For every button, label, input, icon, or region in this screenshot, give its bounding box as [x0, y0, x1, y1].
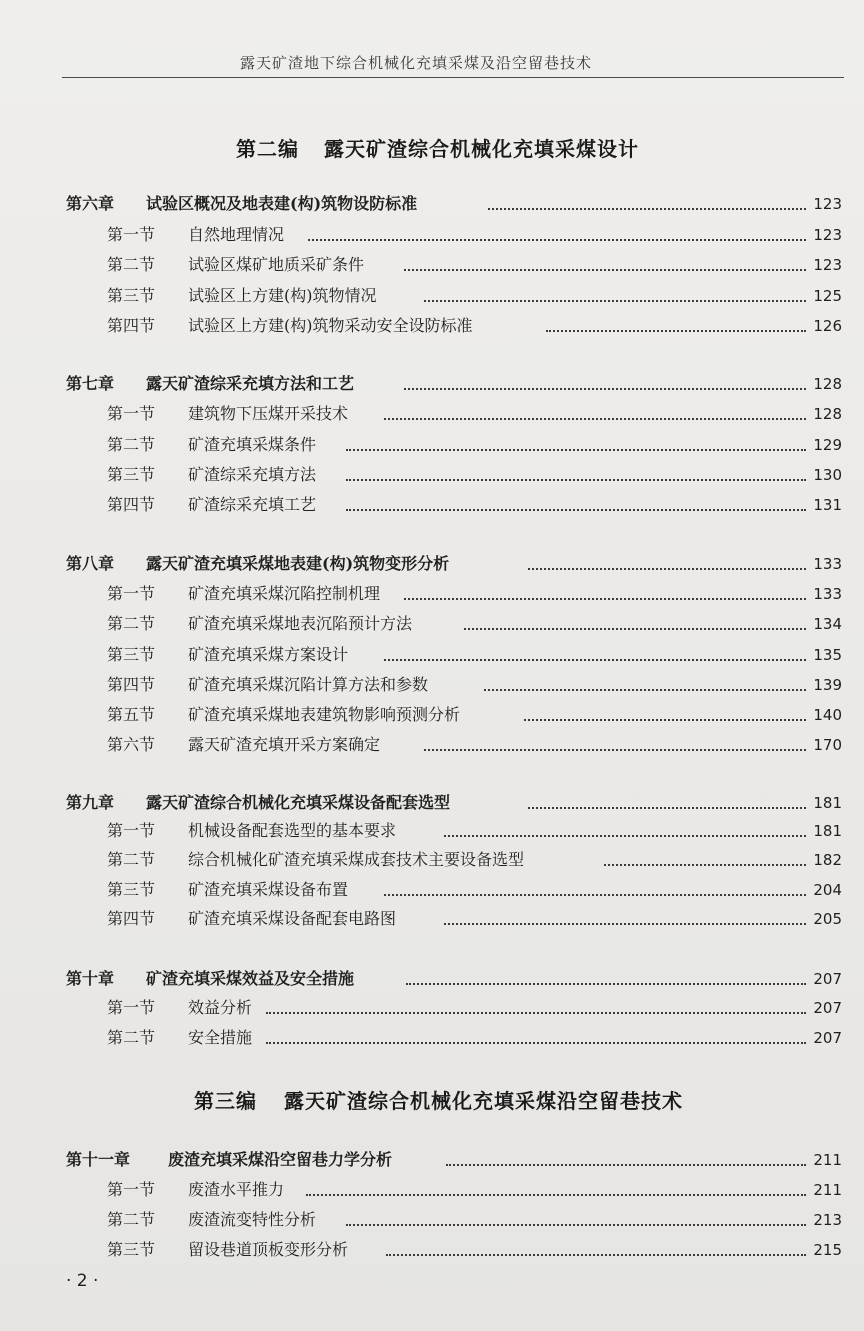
chapter-title: 露天矿渣综采充填方法和工艺	[146, 374, 355, 393]
section-number: 第四节	[107, 495, 156, 514]
dot-leader	[384, 894, 806, 896]
page-number: 128	[813, 405, 842, 423]
page-number: 133	[813, 585, 842, 603]
chapter-number: 第八章	[66, 554, 115, 573]
toc-section[interactable]	[0, 817, 864, 845]
toc-section[interactable]	[0, 1236, 864, 1264]
dot-leader	[384, 418, 806, 420]
section-title: 矿渣综采充填方法	[188, 465, 317, 484]
section-title: 矿渣充填采煤设备布置	[188, 880, 349, 899]
toc-chapter[interactable]	[0, 1146, 864, 1174]
section-number: 第三节	[107, 465, 156, 484]
section-number: 第三节	[107, 286, 156, 305]
section-title: 矿渣充填采煤沉陷控制机理	[188, 584, 381, 603]
page-number: 139	[813, 676, 842, 694]
chapter-title: 废渣充填采煤沿空留巷力学分析	[168, 1150, 393, 1169]
section-title: 露天矿渣充填开采方案确定	[188, 735, 381, 754]
part-name: 露天矿渣综合机械化充填采煤设计	[324, 137, 639, 161]
page-number: 131	[813, 496, 842, 514]
page-number: 211	[813, 1151, 842, 1169]
section-title: 留设巷道顶板变形分析	[188, 1240, 349, 1259]
section-title: 自然地理情况	[188, 225, 285, 244]
toc-section[interactable]	[0, 580, 864, 608]
section-number: 第三节	[107, 1240, 156, 1259]
page-number: 207	[813, 1029, 842, 1047]
toc-section[interactable]	[0, 994, 864, 1022]
part-title-3	[0, 1085, 864, 1113]
section-number: 第三节	[107, 645, 156, 664]
page-number: 215	[813, 1241, 842, 1259]
part-title-2	[0, 133, 864, 161]
dot-leader	[266, 1042, 806, 1044]
dot-leader	[464, 628, 806, 630]
toc-section[interactable]	[0, 491, 864, 519]
page-number: 129	[813, 436, 842, 454]
toc-section[interactable]	[0, 251, 864, 279]
section-number: 第二节	[107, 1028, 156, 1047]
section-title: 效益分析	[188, 998, 253, 1017]
header-rule	[62, 77, 844, 78]
footer-page-number: · 2 ·	[66, 1271, 99, 1291]
dot-leader	[604, 864, 806, 866]
section-title: 矿渣充填采煤条件	[188, 435, 317, 454]
section-title: 矿渣充填采煤地表沉陷预计方法	[188, 614, 413, 633]
section-number: 第二节	[107, 614, 156, 633]
section-number: 第三节	[107, 880, 156, 899]
running-header-text: 露天矿渣地下综合机械化充填采煤及沿空留巷技术	[240, 54, 593, 72]
dot-leader	[524, 719, 806, 721]
dot-leader	[528, 568, 806, 570]
toc-section[interactable]	[0, 400, 864, 428]
page-number: 126	[813, 317, 842, 335]
page-number: 207	[813, 970, 842, 988]
toc-chapter[interactable]	[0, 190, 864, 218]
section-number: 第一节	[107, 225, 156, 244]
section-title: 矿渣充填采煤地表建筑物影响预测分析	[188, 705, 461, 724]
page-number: 205	[813, 910, 842, 928]
dot-leader	[528, 807, 806, 809]
page-number: 181	[813, 794, 842, 812]
section-number: 第四节	[107, 909, 156, 928]
dot-leader	[308, 239, 806, 241]
part-number: 第三编	[194, 1089, 257, 1113]
toc-section[interactable]	[0, 221, 864, 249]
section-title: 机械设备配套选型的基本要求	[188, 821, 397, 840]
page-number: 140	[813, 706, 842, 724]
section-number: 第二节	[107, 1210, 156, 1229]
dot-leader	[346, 449, 806, 451]
chapter-title: 露天矿渣综合机械化充填采煤设备配套选型	[146, 793, 451, 812]
section-title: 废渣流变特性分析	[188, 1210, 317, 1229]
chapter-number: 第十章	[66, 969, 115, 988]
dot-leader	[404, 598, 806, 600]
section-title: 试验区煤矿地质采矿条件	[188, 255, 365, 274]
dot-leader	[346, 479, 806, 481]
chapter-title: 矿渣充填采煤效益及安全措施	[146, 969, 355, 988]
toc-chapter[interactable]	[0, 370, 864, 398]
dot-leader	[266, 1012, 806, 1014]
dot-leader	[404, 388, 806, 390]
section-number: 第五节	[107, 705, 156, 724]
section-title: 矿渣充填采煤设备配套电路图	[188, 909, 397, 928]
toc-section[interactable]	[0, 282, 864, 310]
toc-section[interactable]	[0, 731, 864, 759]
section-title: 建筑物下压煤开采技术	[188, 404, 349, 423]
running-header	[0, 48, 864, 74]
section-number: 第一节	[107, 998, 156, 1017]
page-number: 182	[813, 851, 842, 869]
dot-leader	[444, 835, 806, 837]
toc-section[interactable]	[0, 846, 864, 874]
toc-chapter[interactable]	[0, 965, 864, 993]
part-name: 露天矿渣综合机械化充填采煤沿空留巷技术	[284, 1089, 683, 1113]
dot-leader	[404, 269, 806, 271]
page-number: 135	[813, 646, 842, 664]
toc-section[interactable]	[0, 610, 864, 638]
dot-leader	[488, 208, 806, 210]
chapter-title: 露天矿渣充填采煤地表建(构)筑物变形分析	[146, 554, 450, 573]
page-number: 204	[813, 881, 842, 899]
dot-leader	[306, 1194, 806, 1196]
toc-section[interactable]	[0, 1176, 864, 1204]
page-number: 123	[813, 226, 842, 244]
section-title: 矿渣综采充填工艺	[188, 495, 317, 514]
section-title: 矿渣充填采煤方案设计	[188, 645, 349, 664]
section-title: 试验区上方建(构)筑物采动安全设防标准	[188, 316, 473, 335]
dot-leader	[346, 1224, 806, 1226]
page-number: 170	[813, 736, 842, 754]
toc-section[interactable]	[0, 701, 864, 729]
dot-leader	[484, 689, 806, 691]
toc-section[interactable]	[0, 1024, 864, 1052]
toc-section[interactable]	[0, 1206, 864, 1234]
section-number: 第二节	[107, 435, 156, 454]
section-number: 第六节	[107, 735, 156, 754]
dot-leader	[444, 923, 806, 925]
page-number: 207	[813, 999, 842, 1017]
section-number: 第一节	[107, 404, 156, 423]
toc-section[interactable]	[0, 905, 864, 933]
section-title: 矿渣充填采煤沉陷计算方法和参数	[188, 675, 429, 694]
section-number: 第一节	[107, 821, 156, 840]
dot-leader	[424, 300, 806, 302]
toc-chapter[interactable]	[0, 789, 864, 817]
section-number: 第四节	[107, 316, 156, 335]
section-number: 第二节	[107, 255, 156, 274]
chapter-number: 第九章	[66, 793, 115, 812]
chapter-number: 第六章	[66, 194, 115, 213]
section-title: 废渣水平推力	[188, 1180, 285, 1199]
page-number: 211	[813, 1181, 842, 1199]
toc-section[interactable]	[0, 461, 864, 489]
section-number: 第一节	[107, 1180, 156, 1199]
section-number: 第一节	[107, 584, 156, 603]
toc-section[interactable]	[0, 876, 864, 904]
dot-leader	[384, 659, 806, 661]
part-number: 第二编	[236, 137, 299, 161]
page-number: 134	[813, 615, 842, 633]
chapter-title: 试验区概况及地表建(构)筑物设防标准	[146, 194, 418, 213]
section-title: 综合机械化矿渣充填采煤成套技术主要设备选型	[188, 850, 525, 869]
dot-leader	[406, 983, 806, 985]
page-number: 130	[813, 466, 842, 484]
dot-leader	[346, 509, 806, 511]
page-number: 213	[813, 1211, 842, 1229]
toc-section[interactable]	[0, 312, 864, 340]
section-number: 第二节	[107, 850, 156, 869]
dot-leader	[386, 1254, 806, 1256]
chapter-number: 第十一章	[66, 1150, 131, 1169]
page-number: 125	[813, 287, 842, 305]
page-number: 133	[813, 555, 842, 573]
page-number: 181	[813, 822, 842, 840]
toc-section[interactable]	[0, 641, 864, 669]
chapter-number: 第七章	[66, 374, 115, 393]
section-number: 第四节	[107, 675, 156, 694]
section-title: 试验区上方建(构)筑物情况	[188, 286, 377, 305]
toc-section[interactable]	[0, 671, 864, 699]
dot-leader	[424, 749, 806, 751]
toc-chapter[interactable]	[0, 550, 864, 578]
toc-section[interactable]	[0, 431, 864, 459]
page-number: 123	[813, 195, 842, 213]
page-number: 123	[813, 256, 842, 274]
page-number: 128	[813, 375, 842, 393]
dot-leader	[446, 1164, 806, 1166]
dot-leader	[546, 330, 806, 332]
section-title: 安全措施	[188, 1028, 253, 1047]
